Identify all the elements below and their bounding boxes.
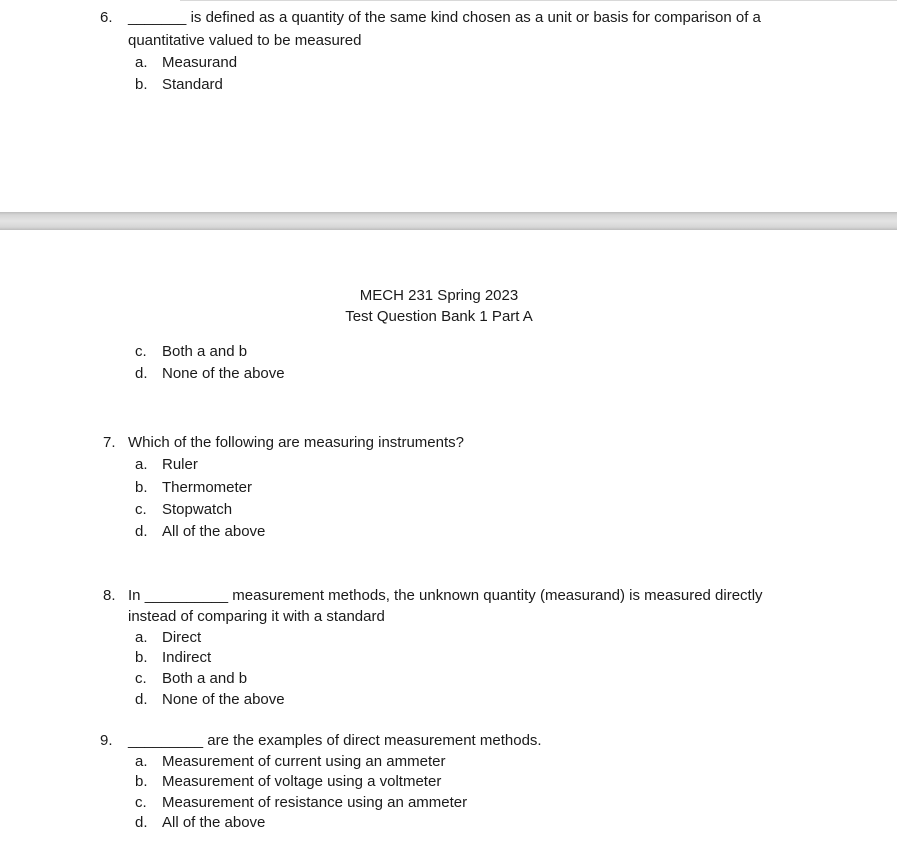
option-text: Measurand bbox=[162, 54, 238, 71]
option-text: Both a and b bbox=[162, 670, 248, 687]
option-letter: a. bbox=[135, 54, 148, 71]
option-text: All of the above bbox=[162, 814, 266, 831]
option-text: Measurement of voltage using a voltmeter bbox=[162, 773, 442, 790]
question-7-option-a bbox=[135, 456, 198, 474]
question-6-option-a bbox=[135, 54, 237, 72]
option-letter: b. bbox=[135, 76, 148, 93]
option-letter: d. bbox=[135, 523, 148, 540]
option-text: Thermometer bbox=[162, 479, 253, 496]
page-header-subtitle: Test Question Bank 1 Part A bbox=[345, 308, 533, 325]
question-8-text-2: instead of comparing it with a standard bbox=[128, 608, 385, 625]
option-letter: a. bbox=[135, 629, 148, 646]
question-9-option-d bbox=[135, 814, 265, 832]
option-letter: d. bbox=[135, 365, 148, 382]
question-6-blank: _______ bbox=[128, 9, 187, 26]
page-break bbox=[0, 212, 897, 230]
question-6-text-1: is defined as a quantity of the same kind chosen as a unit or basis for comparison of a bbox=[190, 9, 761, 26]
option-text: Indirect bbox=[162, 649, 212, 666]
question-8-prefix: In bbox=[128, 587, 141, 604]
option-letter: d. bbox=[135, 691, 148, 708]
question-8-option-b bbox=[135, 649, 211, 667]
option-letter: a. bbox=[135, 753, 148, 770]
option-letter: b. bbox=[135, 649, 148, 666]
option-text: Standard bbox=[162, 76, 223, 93]
option-text: Direct bbox=[162, 629, 202, 646]
option-text: Ruler bbox=[162, 456, 198, 473]
option-text: Both a and b bbox=[162, 343, 248, 360]
question-7-option-d bbox=[135, 523, 265, 541]
option-letter: c. bbox=[135, 794, 147, 811]
question-8-number: 8. bbox=[103, 587, 116, 604]
question-6-text-2: quantitative valued to be measured bbox=[128, 32, 362, 49]
option-letter: c. bbox=[135, 343, 147, 360]
question-8-option-d bbox=[135, 691, 285, 709]
question-8-blank: __________ bbox=[144, 587, 229, 604]
question-9-blank: _________ bbox=[128, 732, 204, 749]
option-letter: b. bbox=[135, 773, 148, 790]
question-7-number: 7. bbox=[103, 434, 116, 451]
page-header-course: MECH 231 Spring 2023 bbox=[359, 287, 519, 304]
question-7-text: Which of the following are measuring instruments? bbox=[128, 434, 464, 451]
question-9-text: are the examples of direct measurement methods. bbox=[207, 732, 542, 749]
question-9-option-c bbox=[135, 794, 467, 812]
question-8-option-c bbox=[135, 670, 247, 688]
question-7-option-c bbox=[135, 501, 232, 519]
question-8-text-1: measurement methods, the unknown quantity (measurand) is measured directly bbox=[232, 587, 763, 604]
question-9-option-a bbox=[135, 753, 445, 771]
question-6-option-c bbox=[135, 343, 247, 361]
question-8-line-1 bbox=[128, 587, 763, 605]
option-text: None of the above bbox=[162, 365, 285, 382]
question-6-number: 6. bbox=[100, 9, 113, 26]
question-9-number: 9. bbox=[100, 732, 113, 749]
question-6-option-b bbox=[135, 76, 223, 94]
option-text: None of the above bbox=[162, 691, 285, 708]
question-6-option-d bbox=[135, 365, 285, 383]
option-letter: b. bbox=[135, 479, 148, 496]
option-text: All of the above bbox=[162, 523, 266, 540]
question-6-line-1 bbox=[128, 9, 761, 27]
option-text: Measurement of resistance using an ammeter bbox=[162, 794, 468, 811]
option-letter: c. bbox=[135, 501, 147, 518]
question-9-option-b bbox=[135, 773, 441, 791]
option-letter: d. bbox=[135, 814, 148, 831]
question-9-line bbox=[128, 732, 542, 750]
option-text: Stopwatch bbox=[162, 501, 233, 518]
question-7-option-b bbox=[135, 479, 252, 497]
option-text: Measurement of current using an ammeter bbox=[162, 753, 446, 770]
option-letter: c. bbox=[135, 670, 147, 687]
option-letter: a. bbox=[135, 456, 148, 473]
question-8-option-a bbox=[135, 629, 201, 647]
top-page-edge bbox=[180, 0, 897, 1]
